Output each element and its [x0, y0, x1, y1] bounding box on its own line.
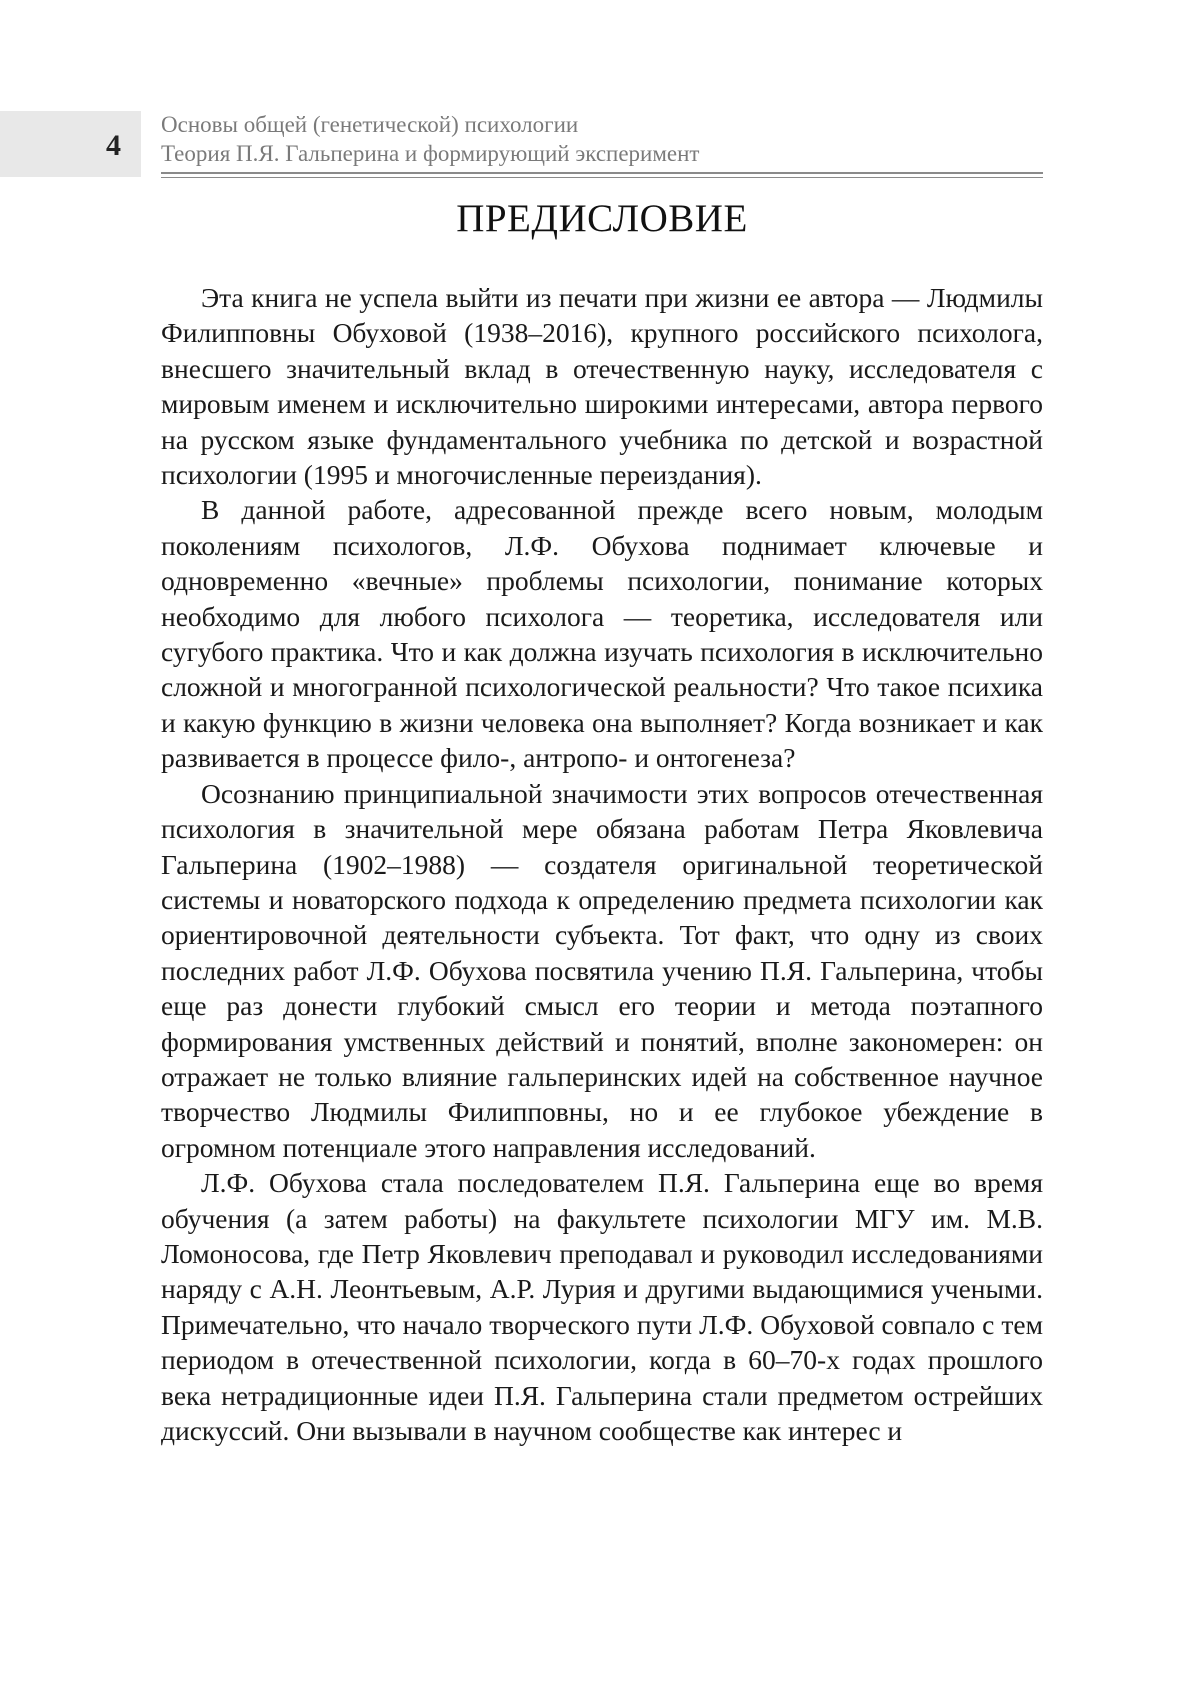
- paragraph-2: В данной работе, адресованной прежде всего новым, молодым поколениям психологов, Л.Ф. Обухова поднимает ключевые и одновременно «вечные» проблемы психологии, понимание которых необходимо для любого психолога — теоретика, исследователя или сугубого практика. Что и как должна изучать психология в исключительно сложной и многогранной психологической реальности? Что такое психика и какую функцию в жизни человека она выполняет? Когда возникает и как развивается в процессе фило-, антропо- и онтогенеза?: [161, 494, 1043, 774]
- header-rule-thick: [161, 172, 1043, 174]
- paragraph-4: Л.Ф. Обухова стала последователем П.Я. Гальперина еще во время обучения (а затем работы) на факультете психологии МГУ им. М.В. Ломоносова, где Петр Яковлевич преподавал и руководил исследованиями наряду с А.Н. Леонтьевым, А.Р. Лурия и другими выдающимися учеными. Примечательно, что начало творческого пути Л.Ф. Обуховой совпало с тем периодом в отечественной психологии, когда в 60–70-х годах прошлого века нетрадиционные идеи П.Я. Гальперина стали предметом острейших дискуссий. Они вызывали в научном сообществе как интерес и: [161, 1167, 1043, 1446]
- header-rule-thin: [161, 177, 1043, 178]
- running-head-line-2: Теория П.Я. Гальперина и формирующий эксперимент: [161, 141, 700, 166]
- page-number: 4: [106, 129, 121, 162]
- running-head-line-1: Основы общей (генетической) психологии: [161, 112, 579, 137]
- paragraph-3: Осознанию принципиальной значимости этих вопросов отечественная психология в значительной мере обязана работам Петра Яковлевича Гальперина (1902–1988) — создателя оригинальной теоретической системы и новаторского подхода к определению предмета психологии как ориентировочной деятельности субъекта. Тот факт, что одну из своих последних работ Л.Ф. Обухова посвятила учению П.Я. Гальперина, чтобы еще раз донести глубокий смысл его теории и метода поэтапного формирования умственных действий и понятий, вполне закономерен: он отражает не только влияние гальперинских идей на собственное научное творчество Людмилы Филипповны, но и ее глубокое убеждение в огромном потенциале этого направления исследований.: [161, 777, 1043, 1163]
- body-text: [161, 280, 1043, 1448]
- chapter-title: ПРЕДИСЛОВИЕ: [456, 197, 748, 240]
- paragraph-1: Эта книга не успела выйти из печати при жизни ее автора — Людмилы Филипповны Обуховой (1938–2016), крупного российского психолога, внесшего значительный вклад в отечественную науку, исследователя с мировым именем и исключительно широкими интересами, автора первого на русском языке фундаментального учебника по детской и возрастной психологии (1995 и многочисленные переиздания).: [161, 282, 1043, 491]
- running-head: [161, 110, 699, 168]
